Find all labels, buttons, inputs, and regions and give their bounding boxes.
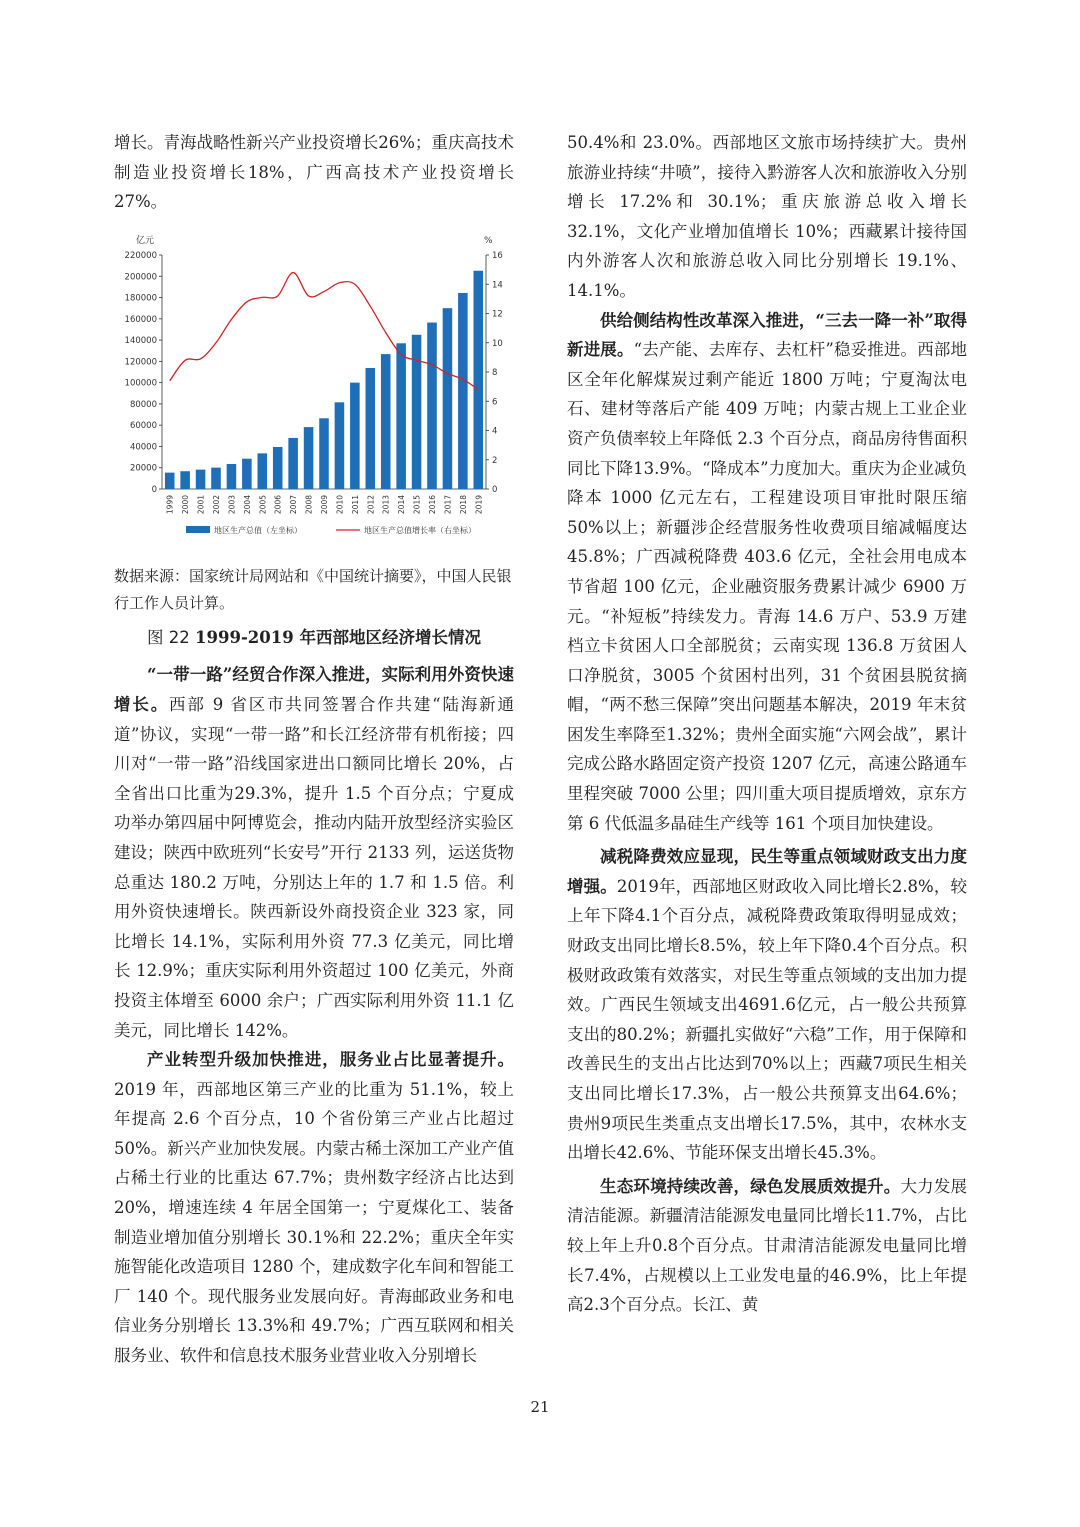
left-tick-label: 100000: [124, 378, 157, 389]
gdp-bar: [288, 438, 298, 489]
gdp-bar: [242, 458, 252, 488]
paragraph-belt-road: [114, 660, 514, 1045]
figure-label: 图 22: [147, 627, 190, 647]
gdp-bar: [412, 335, 422, 489]
paragraph-industry: [114, 1045, 514, 1371]
left-tick-label: 80000: [129, 399, 157, 410]
x-tick-label: 2018: [458, 494, 468, 514]
x-tick-label: 2016: [428, 494, 437, 514]
right-tick-label: 2: [492, 455, 498, 466]
left-tick-label: 0: [151, 484, 157, 495]
x-tick-label: 2002: [212, 494, 221, 514]
gdp-bar: [366, 368, 376, 489]
paragraph-eco: [567, 1172, 967, 1320]
x-tick-label: 2011: [350, 494, 360, 514]
paragraph-text: “去产能、去库存、去杠杆”稳妥推进。西部地区全年化解煤炭过剩产能近 1800 万吨；宁夏淘汰电石、建材等落后产能 409 万吨；内蒙古规上工业企业资产负债率较上年降低 2.3 个百分点，商品房待售面积同比下降13.9%。“降成本”力度加大。重庆为企业减负降本 1000 亿元左右，工程建设项目审批时限压缩50%以上；新疆涉企经营服务性收费项目缩减幅度达 45.8%；广西减税降费 403.6 亿元，全社会用电成本节省超 100 亿元，企业融资服务费累计减少 6900 万元。“补短板”持续发力。青海 14.6 万户、53.9 万建档立卡贫困人口全部脱贫；云南实现 136.8 万贫困人口净脱贫，3005 个贫困村出列，31 个贫困县脱贫摘帽，“两不愁三保障”突出问题基本解决，2019 年末贫困发生率降至1.32%；贵州全面实施“六网会战”，累计完成公路水路固定资产投资 1207 亿元，高速公路通车里程突破 7000 公里；四川重大项目提质增效，京东方第 6 代低温多晶硅生产线等 161 个项目加快建设。: [567, 340, 968, 833]
left-tick-label: 160000: [124, 314, 157, 325]
x-tick-label: 2001: [196, 494, 206, 514]
source-note: 数据来源：国家统计局网站和《中国统计摘要》，中国人民银行工作人员计算。: [114, 566, 512, 612]
right-unit-label: %: [484, 235, 493, 246]
figure-title: 1999-2019 年西部地区经济增长情况: [195, 627, 481, 647]
gdp-bar: [273, 447, 283, 489]
gdp-bar: [258, 453, 268, 489]
right-tick-label: 8: [492, 367, 498, 378]
left-tick-label: 20000: [129, 463, 157, 474]
left-tick-label: 120000: [124, 357, 157, 368]
paragraph-text: 2019年，西部地区财政收入同比增长2.8%，较上年下降4.1个百分点，减税降费政策取得明显成效；财政支出同比增长8.5%，较上年下降0.4个百分点。积极财政政策有效落实，对民生等重点领域的支出加力提效。广西民生领域支出4691.6亿元，占一般公共预算支出的80.2%；新疆扎实做好“六稳”工作，用于保障和改善民生的支出占比达到70%以上；西藏7项民生相关支出同比增长17.3%，占一般公共预算支出64.6%；贵州9项民生类重点支出增长17.5%，其中，农林水支出增长42.6%、节能环保支出增长45.3%。: [567, 876, 967, 1163]
x-tick-label: 1999: [165, 494, 175, 514]
legend-label-line: 地区生产总值增长率（右坐标）: [364, 525, 476, 535]
gdp-bar: [319, 418, 329, 489]
paragraph-heading: 产业转型升级加快推进，服务业占比显著提升。: [147, 1050, 514, 1070]
paragraph-heading: 减税降费效应显现，民生等重点领域财政支出力度增强。: [567, 847, 967, 896]
x-tick-label: 2014: [397, 494, 407, 514]
gdp-bar: [304, 427, 314, 489]
right-tick-label: 12: [492, 309, 503, 320]
gdp-bar: [396, 343, 406, 489]
gdp-bar: [211, 467, 221, 488]
right-tick-label: 14: [492, 280, 503, 291]
gdp-bar: [196, 469, 206, 488]
gdp-bar: [165, 472, 175, 488]
x-tick-label: 2009: [320, 494, 329, 514]
gdp-bar: [180, 471, 190, 489]
paragraph-heading: 生态环境持续改善，绿色发展质效提升。: [600, 1176, 901, 1196]
figure-caption: [114, 623, 514, 653]
x-tick-label: 2017: [443, 494, 453, 514]
gdp-bar: [474, 271, 484, 489]
paragraph-text: 大力发展清洁能源。新疆清洁能源发电量同比增长11.7%，占比较上年上升0.8个百分点。甘肃清洁能源发电量同比增长7.4%，占规模以上工业发电量的46.9%，比上年提高2.3个百分点。长江、黄: [567, 1176, 968, 1315]
left-tick-label: 220000: [124, 250, 157, 261]
gdp-bar: [458, 293, 468, 489]
x-tick-label: 2019: [474, 494, 484, 514]
legend-label-bar: 地区生产总值（左坐标）: [214, 525, 302, 535]
x-tick-label: 2000: [181, 494, 191, 514]
left-column: [114, 128, 514, 1371]
left-unit-label: 亿元: [136, 235, 155, 246]
intro-continuation: 增长。青海战略性新兴产业投资增长26%；重庆高技术制造业投资增长18%，广西高技术产业投资增长27%。: [114, 133, 514, 212]
gdp-bar: [427, 322, 437, 488]
left-tick-label: 200000: [124, 272, 157, 283]
left-tick-label: 60000: [129, 420, 157, 431]
paragraph-text: 西部 9 省区市共同签署合作共建“陆海新通道”协议，实现“一带一路”和长江经济带有机衔接；四川对“一带一路”沿线国家进出口额同比增长 20%，占全省出口比重为29.3%，提升 1.5 个百分点；宁夏成功举办第四届中阿博览会，推动内陆开放型经济实验区建设；陕西中欧班列“长安号”开行 2133 列，运送货物总重达 180.2 万吨，分别达上年的 1.7 和 1.5 倍。利用外资快速增长。陕西新设外商投资企业 323 家，同比增长 14.1%，实际利用外资 77.3 亿美元，同比增长 12.9%；重庆实际利用外资超过 100 亿美元，外商投资主体增至 6000 余户；广西实际利用外资 11.1 亿美元，同比增长 142%。: [114, 694, 514, 1040]
paragraph-tax: [567, 842, 967, 1168]
left-tick-label: 40000: [129, 442, 157, 453]
x-tick-label: 2013: [381, 494, 391, 514]
gdp-bar: [350, 382, 360, 488]
x-tick-label: 2015: [412, 494, 422, 514]
right-tick-label: 0: [492, 484, 498, 495]
right-column: [567, 128, 967, 1320]
paragraph-heading: 供给侧结构性改革深入推进，“三去一降一补”取得新进展。: [567, 310, 967, 360]
gdp-bar: [381, 354, 391, 489]
legend-swatch-bar: [186, 526, 210, 533]
paragraph-text: 2019 年，西部地区第三产业的比重为 51.1%，较上年提高 2.6 个百分点，10 个省份第三产业占比超过 50%。新兴产业加快发展。内蒙古稀土深加工产业产值占稀土行业的比重达 67.7%；贵州数字经济占比达到 20%，增速连续 4 年居全国第一；宁夏煤化工、装备制造业增加值分别增长 30.1%和 22.2%；重庆全年实施智能化改造项目 1280 个，建成数字化车间和智能工厂 140 个。现代服务业发展向好。青海邮政业务和电信业务分别增长 13.3%和 49.7%；广西互联网和相关服务业、软件和信息技术服务业营业收入分别增长: [114, 1079, 514, 1366]
x-tick-label: 2012: [366, 494, 376, 514]
x-tick-label: 2008: [304, 494, 314, 514]
right-continuation: 50.4%和 23.0%。西部地区文旅市场持续扩大。贵州旅游业持续“井喷”，接待入黔游客人次和旅游收入分别增长 17.2%和 30.1%；重庆旅游总收入增长 32.1%，文化产业增加值增长 10%；西藏累计接待国内外游客人次和旅游总收入同比分别增长 19.1%、14.1%。: [567, 133, 967, 300]
left-tick-label: 140000: [124, 335, 157, 346]
gdp-bar: [227, 464, 237, 489]
page-number: 21: [530, 1398, 550, 1416]
x-tick-label: 2006: [273, 494, 283, 514]
paragraph-heading: “一带一路”经贸合作深入推进，实际利用外资快速增长。: [114, 665, 514, 714]
x-tick-label: 2005: [258, 494, 268, 514]
gdp-bar: [335, 402, 345, 489]
x-tick-label: 2010: [335, 494, 345, 514]
right-tick-label: 16: [492, 250, 503, 261]
paragraph-supply-side: [567, 306, 967, 839]
right-tick-label: 6: [492, 397, 498, 408]
gdp-growth-chart: [114, 221, 514, 551]
left-tick-label: 180000: [124, 293, 157, 304]
x-tick-label: 2007: [289, 494, 299, 514]
gdp-bar: [443, 308, 453, 489]
right-tick-label: 10: [492, 338, 503, 349]
right-tick-label: 4: [492, 426, 498, 437]
x-tick-label: 2003: [227, 494, 237, 514]
x-tick-label: 2004: [242, 494, 252, 514]
